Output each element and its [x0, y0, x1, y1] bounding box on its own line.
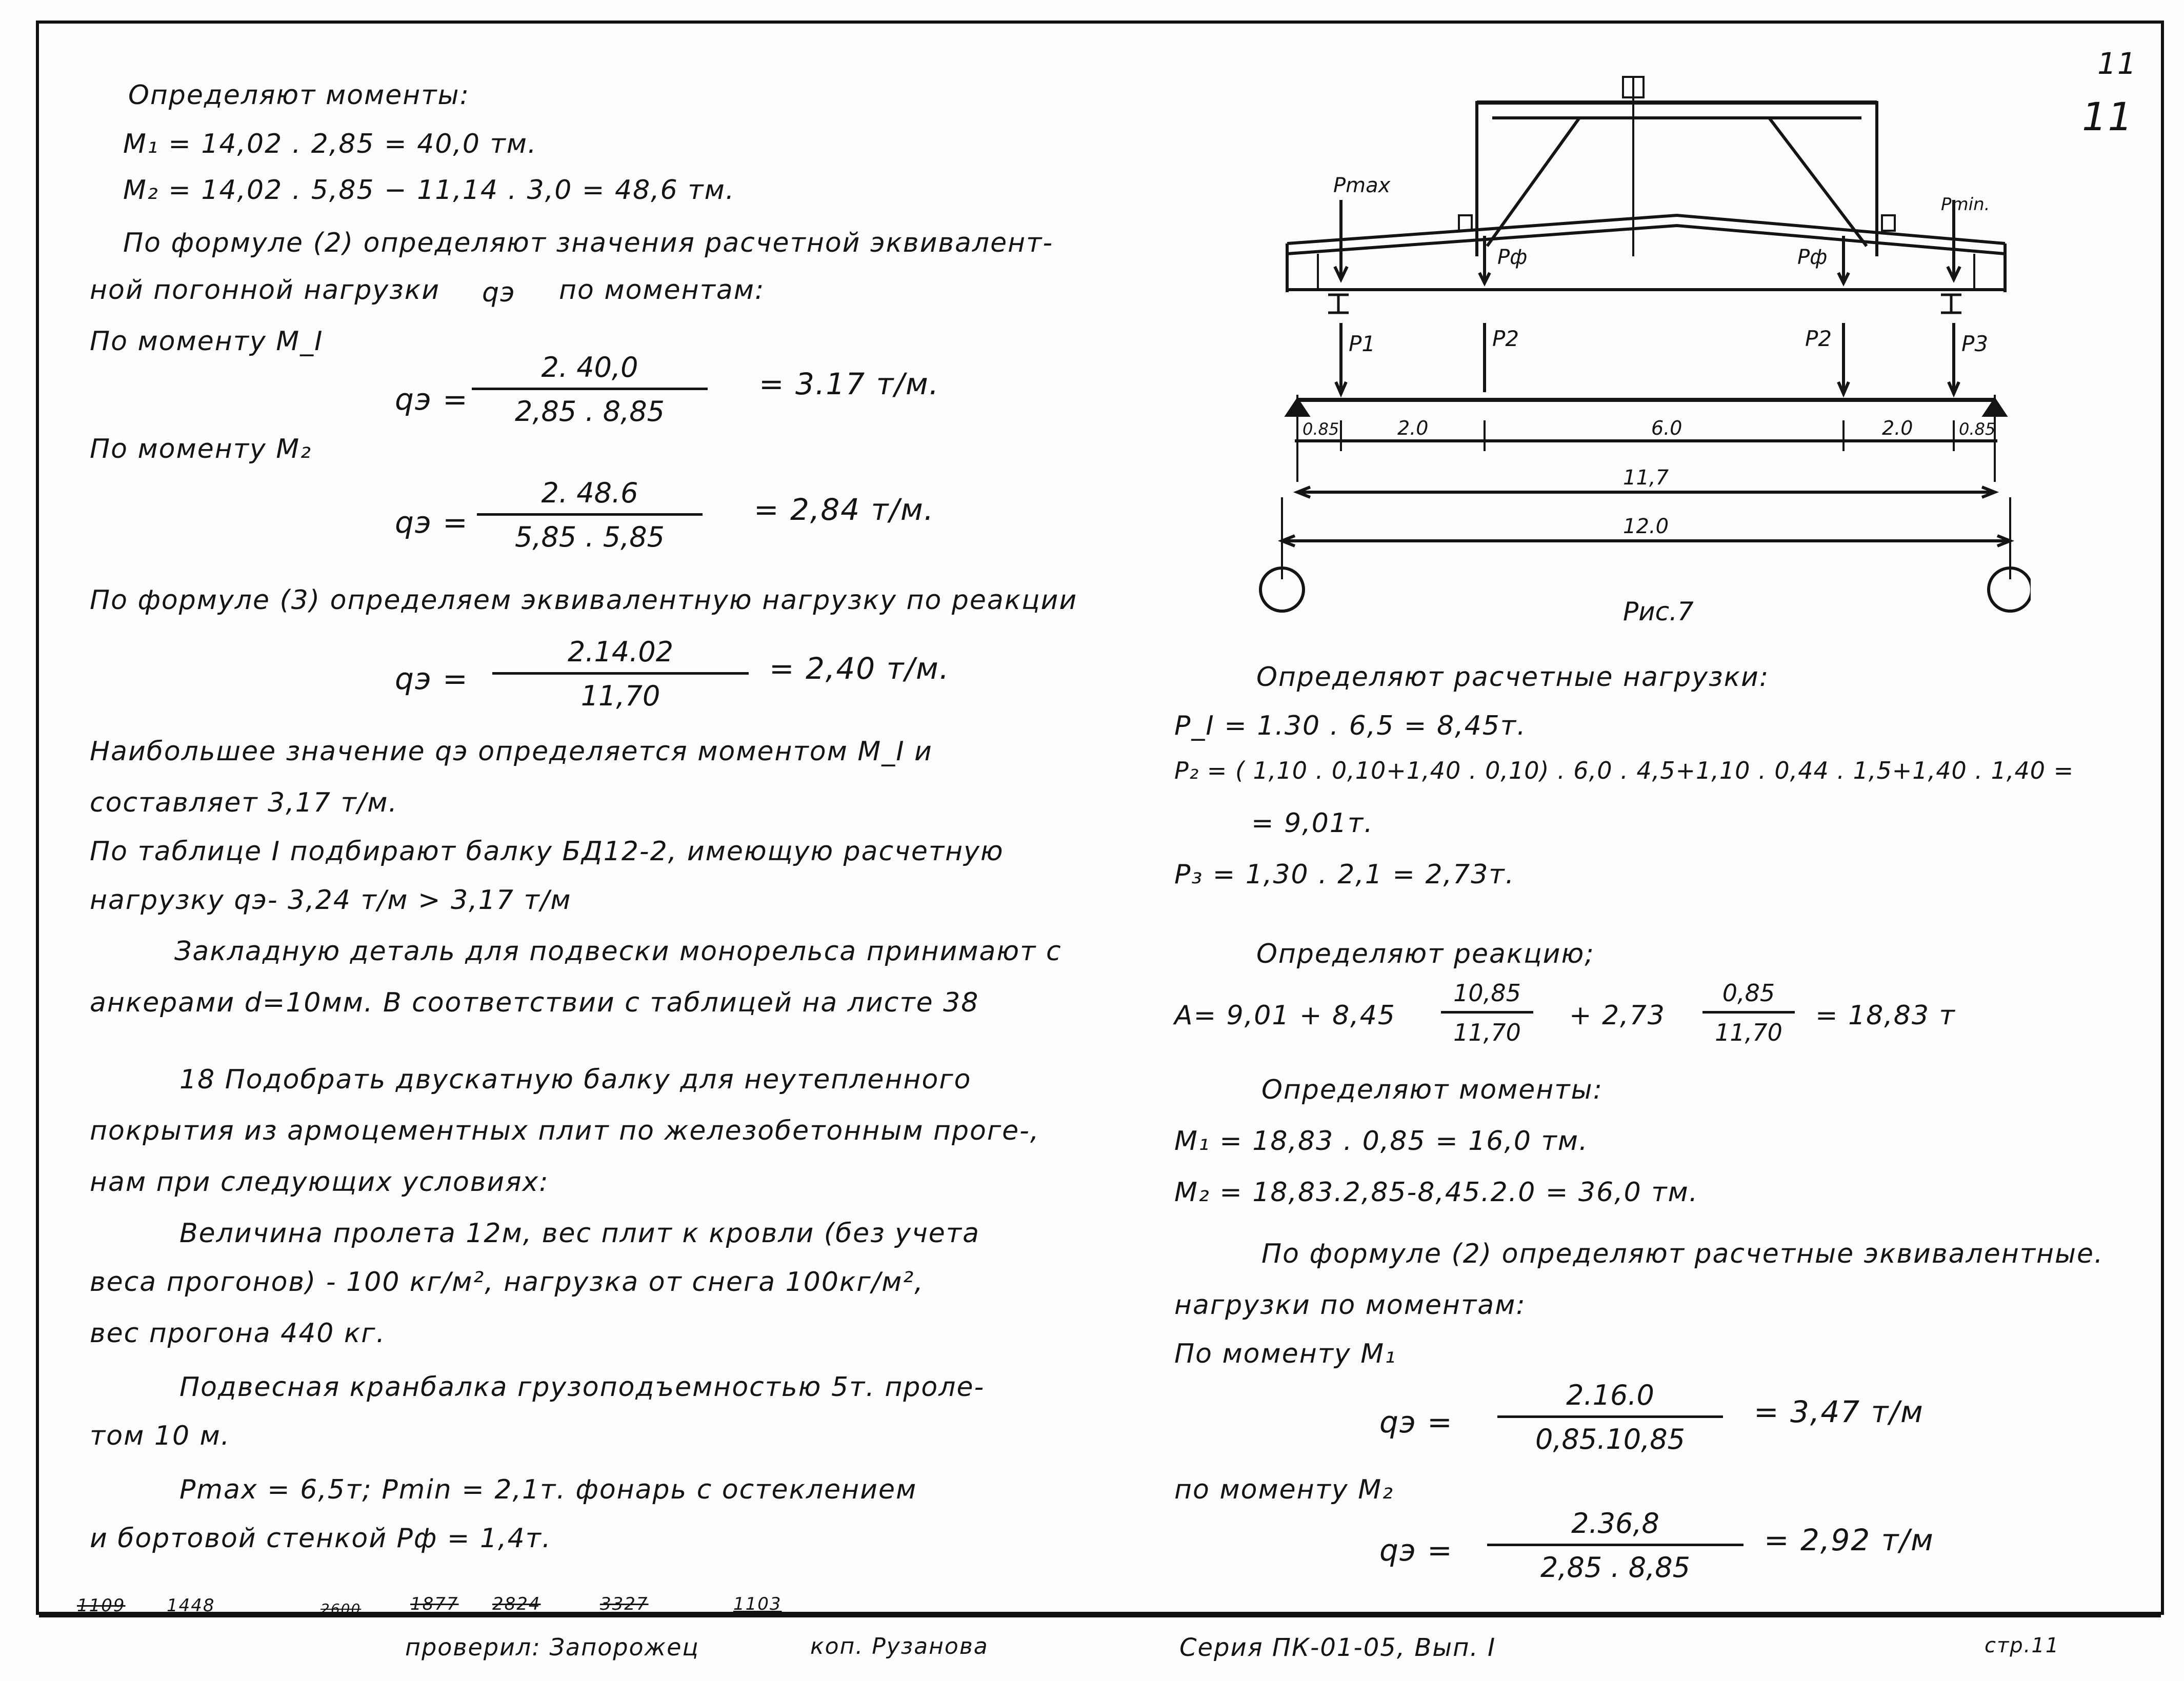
stamp-number-6: 3327: [600, 1594, 649, 1614]
footer-checked: проверил: Запорожец: [405, 1633, 699, 1661]
footer-copied: коп. Рузанова: [810, 1633, 989, 1659]
pmax-line2: и бортовой стенкой Pф = 1,4т.: [90, 1523, 552, 1554]
footer-series: Серия ПК-01-05, Вып. I: [1179, 1633, 1496, 1662]
sheet-number-top: 11: [2097, 46, 2137, 81]
q1-numerator-right: 2.16.0: [1566, 1379, 1654, 1411]
q3-fraction: [492, 636, 749, 712]
reaction-fraction-1: [1441, 979, 1533, 1046]
q1-lhs-left: qэ =: [395, 382, 469, 417]
q2-denominator-right: 2,85 . 8,85: [1487, 1544, 1744, 1584]
dim-085-left: 0.85: [1303, 419, 1339, 439]
reaction-result: = 18,83 т: [1815, 1000, 1956, 1031]
task-line3: нам при следующих условиях:: [90, 1167, 549, 1198]
q2-fraction-right: [1487, 1507, 1744, 1584]
formula2-line2: ной погонной нагрузки: [90, 275, 440, 306]
q1-denominator-right: 0,85.10,85: [1497, 1415, 1723, 1455]
q2-lhs-left: qэ =: [395, 505, 469, 540]
m2-formula-left: M₂ = 14,02 . 5,85 − 11,14 . 3,0 = 48,6 тм.: [123, 175, 735, 206]
q2-numerator: 2. 48.6: [541, 477, 638, 509]
by-moment-m2-right: по моменту M₂: [1174, 1474, 1394, 1505]
embed-line1: Закладную деталь для подвески монорельса принимают с: [174, 936, 1062, 967]
dim-60: 6.0: [1651, 417, 1682, 439]
cond-line3: вес прогона 440 кг.: [90, 1318, 386, 1349]
formula2-line2-end: по моментам:: [559, 275, 765, 306]
q3-denominator: 11,70: [492, 672, 749, 712]
sheet-number-handwritten: 11: [2082, 94, 2134, 139]
p1-formula: P_I = 1.30 . 6,5 = 8,45т.: [1174, 711, 1527, 741]
q1-result-right: = 3,47 т/м: [1754, 1394, 1924, 1429]
q1-denominator: 2,85 . 8,85: [472, 388, 708, 428]
formula2-line2-right: нагрузки по моментам:: [1174, 1290, 1526, 1321]
table-line1: По таблице I подбирают балку БД12-2, имеющую расчетную: [90, 836, 1004, 867]
dim-120: 12.0: [1623, 515, 1669, 538]
m1-formula-left: M₁ = 14,02 . 2,85 = 40,0 тм.: [123, 129, 537, 159]
dim-20-right: 2.0: [1882, 417, 1913, 439]
reaction-heading: Определяют реакцию;: [1256, 939, 1595, 969]
q1-fraction-left: [472, 351, 708, 428]
q1-lhs-right: qэ =: [1379, 1405, 1453, 1440]
gable-beam-top: [1287, 215, 2005, 244]
cond-line1: Величина пролета 12м, вес плит к кровли (без учета: [179, 1218, 980, 1249]
reaction-frac2-den: 11,70: [1702, 1011, 1795, 1046]
table-line2: нагрузку qэ- 3,24 т/м > 3,17 т/м: [90, 885, 572, 916]
reaction-frac2-num: 0,85: [1722, 979, 1775, 1007]
dim-117: 11,7: [1623, 466, 1669, 490]
label-pf-left: Pф: [1497, 246, 1528, 269]
label-p1: P1: [1349, 331, 1376, 356]
m1-formula-right: M₁ = 18,83 . 0,85 = 16,0 тм.: [1174, 1126, 1589, 1157]
figure-beam-diagram: [1251, 62, 2031, 636]
task-line1: 18 Подобрать двускатную балку для неутепленного: [179, 1064, 972, 1095]
stamp-number-5: 2824: [492, 1594, 541, 1614]
stamp-number-3: 2600: [320, 1601, 362, 1617]
label-p2-right: P2: [1805, 326, 1832, 351]
q1-fraction-right: [1497, 1379, 1723, 1455]
by-moment-m1-right: По моменту M₁: [1174, 1339, 1397, 1369]
label-pmax: Pmax: [1333, 174, 1391, 197]
embed-line2: анкерами d=10мм. В соответствии с таблицей на листе 38: [90, 987, 979, 1018]
label-p3: P3: [1961, 331, 1989, 356]
task-line2: покрытия из армоцементных плит по железобетонным проге-,: [90, 1116, 1040, 1146]
moments-heading-right: Определяют моменты:: [1261, 1075, 1604, 1105]
q2-fraction-left: [477, 477, 703, 553]
stamp-number-7: 1103: [733, 1594, 782, 1614]
label-p2-left: P2: [1492, 326, 1519, 351]
q3-numerator: 2.14.02: [567, 636, 674, 668]
m2-formula-right: M₂ = 18,83.2,85-8,45.2.0 = 36,0 тм.: [1174, 1177, 1699, 1208]
q2-result-left: = 2,84 т/м.: [754, 492, 935, 527]
q2-numerator-right: 2.36,8: [1571, 1507, 1659, 1540]
pmax-line1: Pmax = 6,5т; Pmin = 2,1т. фонарь с остеклением: [179, 1474, 917, 1505]
stamp-number-4: 1877: [410, 1594, 459, 1614]
figure-caption: Рис.7: [1623, 597, 1694, 626]
formula2-line1: По формуле (2) определяют значения расчетной эквивалент-: [123, 228, 1054, 258]
heading-moments-left: Определяют моменты:: [128, 80, 470, 111]
footer-page: стр.11: [1985, 1634, 2060, 1657]
dim-20-left: 2.0: [1397, 417, 1429, 439]
q2-result-right: = 2,92 т/м: [1764, 1523, 1934, 1557]
q2-denominator: 5,85 . 5,85: [477, 513, 703, 553]
largest-line2: составляет 3,17 т/м.: [90, 787, 398, 818]
largest-line1: Наибольшее значение qэ определяется моментом M_I и: [90, 736, 933, 767]
formula3-line: По формуле (3) определяем эквивалентную нагрузку по реакции: [90, 585, 1078, 616]
stamp-number-2: 1448: [167, 1595, 215, 1616]
reaction-lhs: A= 9,01 + 8,45: [1174, 1000, 1396, 1031]
p3-formula: P₃ = 1,30 . 2,1 = 2,73т.: [1174, 859, 1515, 890]
reaction-fraction-2: [1702, 979, 1795, 1046]
label-pf-right: Pф: [1797, 246, 1828, 269]
q2-lhs-right: qэ =: [1379, 1533, 1453, 1568]
dim-085-right: 0.85: [1959, 419, 1996, 439]
p2-formula: P₂ = ( 1,10 . 0,10+1,40 . 0,10) . 6,0 . 4,5+1,10 . 0,44 . 1,5+1,40 . 1,40 =: [1174, 757, 2074, 784]
crane-line2: том 10 м.: [90, 1421, 231, 1451]
p2-result: = 9,01т.: [1251, 808, 1374, 839]
reaction-frac1-den: 11,70: [1441, 1011, 1533, 1046]
reaction-mid: + 2,73: [1569, 1000, 1666, 1031]
formula2-qe: qэ: [482, 277, 516, 308]
q3-result: = 2,40 т/м.: [769, 651, 950, 686]
reaction-frac1-num: 10,85: [1453, 979, 1521, 1007]
by-moment-m1-left: По моменту M_I: [90, 326, 324, 357]
q1-numerator: 2. 40,0: [541, 351, 638, 383]
cond-line2: веса прогонов) - 100 кг/м², нагрузка от снега 100кг/м²,: [90, 1267, 924, 1298]
crane-line1: Подвесная кранбалка грузоподъемностью 5т. проле-: [179, 1372, 985, 1403]
label-pmin: Pmin.: [1941, 194, 1990, 215]
q3-lhs: qэ =: [395, 661, 469, 696]
by-moment-m2-left: По моменту M₂: [90, 434, 312, 464]
stamp-number-1: 1109: [77, 1595, 126, 1616]
formula2-line1-right: По формуле (2) определяют расчетные эквивалентные.: [1261, 1239, 2104, 1269]
loads-heading: Определяют расчетные нагрузки:: [1256, 662, 1770, 693]
q1-result-left: = 3.17 т/м.: [759, 367, 940, 401]
